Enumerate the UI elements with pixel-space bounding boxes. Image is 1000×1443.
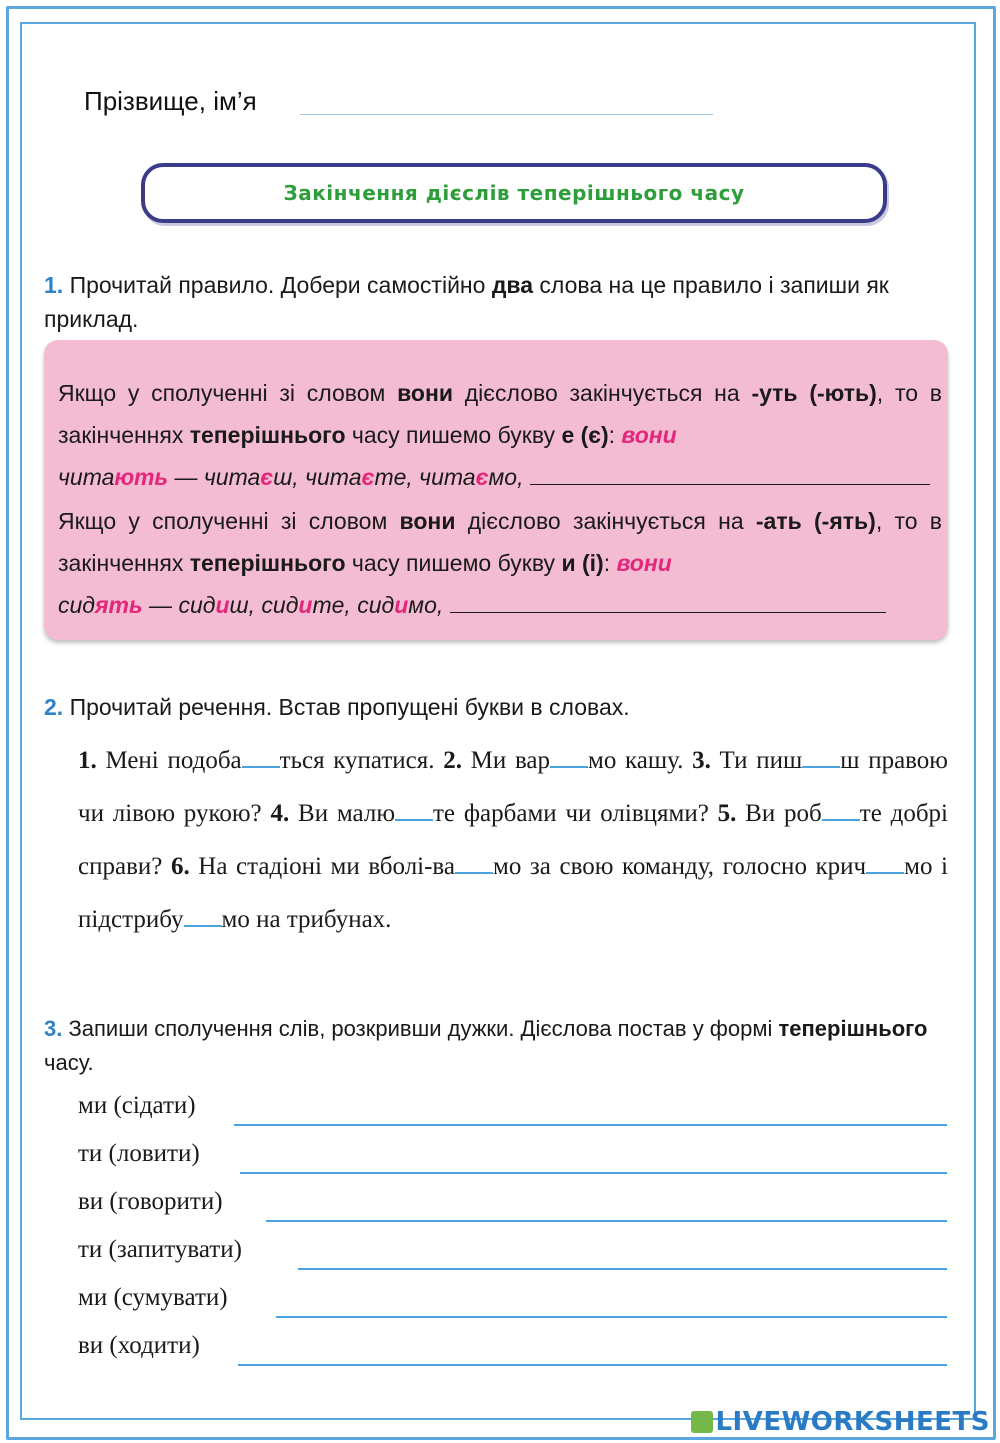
rule2-example: сидять — сидиш, сидите, сидимо,	[58, 584, 942, 626]
liveworksheets-icon	[691, 1411, 713, 1433]
task3-instructions: 3. Запиши сполучення слів, розкривши дужки. Дієслова постав у формі теперішнього часу.	[44, 1016, 928, 1075]
task3-item: ви (ходити)	[78, 1332, 200, 1359]
name-input-line[interactable]	[300, 114, 713, 115]
gap-input[interactable]	[395, 799, 433, 821]
task3-answer-line[interactable]	[298, 1268, 947, 1270]
task3-item: ти (запитувати)	[78, 1236, 242, 1263]
rule-paragraph-1: Якщо у сполученні зі словом вони дієслово закінчується на -уть (-ють), то в закінченнях теперішнього часу пишемо букву е (є): вони читають — читаєш, читаєте, читаємо,	[58, 372, 942, 498]
task3-item: ви (говорити)	[78, 1188, 223, 1215]
gap-input[interactable]	[866, 852, 904, 874]
gap-input[interactable]	[242, 746, 280, 768]
task3-number: 3.	[44, 1016, 63, 1041]
rule1-answer-line[interactable]	[530, 484, 930, 485]
task1-instructions: 1. Прочитай правило. Добери самостійно два слова на це правило і запиши як приклад.	[44, 272, 889, 332]
name-label: Прізвище, ім’я	[84, 86, 257, 116]
gap-input[interactable]	[455, 852, 493, 874]
worksheet-title-box	[141, 163, 887, 223]
task2-number: 2.	[44, 694, 64, 720]
liveworksheets-logo: LIVEWORKSHEETS	[691, 1407, 990, 1437]
task3-answer-line[interactable]	[240, 1172, 947, 1174]
task2-instructions: 2. Прочитай речення. Встав пропущені букви в словах.	[44, 694, 630, 720]
task3-item: ми (сідати)	[78, 1092, 196, 1119]
task3-answer-line[interactable]	[266, 1220, 947, 1222]
gap-input[interactable]	[822, 799, 860, 821]
task3-answer-line[interactable]	[238, 1364, 947, 1366]
worksheet-title: Закінчення дієслів теперішнього часу	[283, 181, 745, 205]
gap-input[interactable]	[184, 905, 222, 927]
rule-paragraph-2: Якщо у сполученні зі словом вони дієслово закінчується на -ать (-ять), то в закінченнях теперішнього часу пишемо букву и (і): вони сидять — сидиш, сидите, сидимо,	[58, 500, 942, 626]
task3-answer-line[interactable]	[234, 1124, 947, 1126]
rule1-example: читають — читаєш, читаєте, читаємо,	[58, 456, 942, 498]
task1-number: 1.	[44, 272, 64, 298]
rule2-answer-line[interactable]	[450, 612, 886, 613]
task3-item: ми (сумувати)	[78, 1284, 228, 1311]
gap-input[interactable]	[802, 746, 840, 768]
task3-item: ти (ловити)	[78, 1140, 200, 1167]
task3-answer-line[interactable]	[276, 1316, 947, 1318]
task2-sentences: 1. Мені подоба ться купатися. 2. Ми вар мо кашу. 3. Ти пиш ш правою чи лівою рукою? 4. Ви малю те фарбами чи олівцями? 5. Ви роб те добрі справи? 6. На стадіоні ми вболі-ва мо за свою команду, голосно крич мо і підстрибу мо на трибунах.	[78, 747, 948, 933]
gap-input[interactable]	[550, 746, 588, 768]
